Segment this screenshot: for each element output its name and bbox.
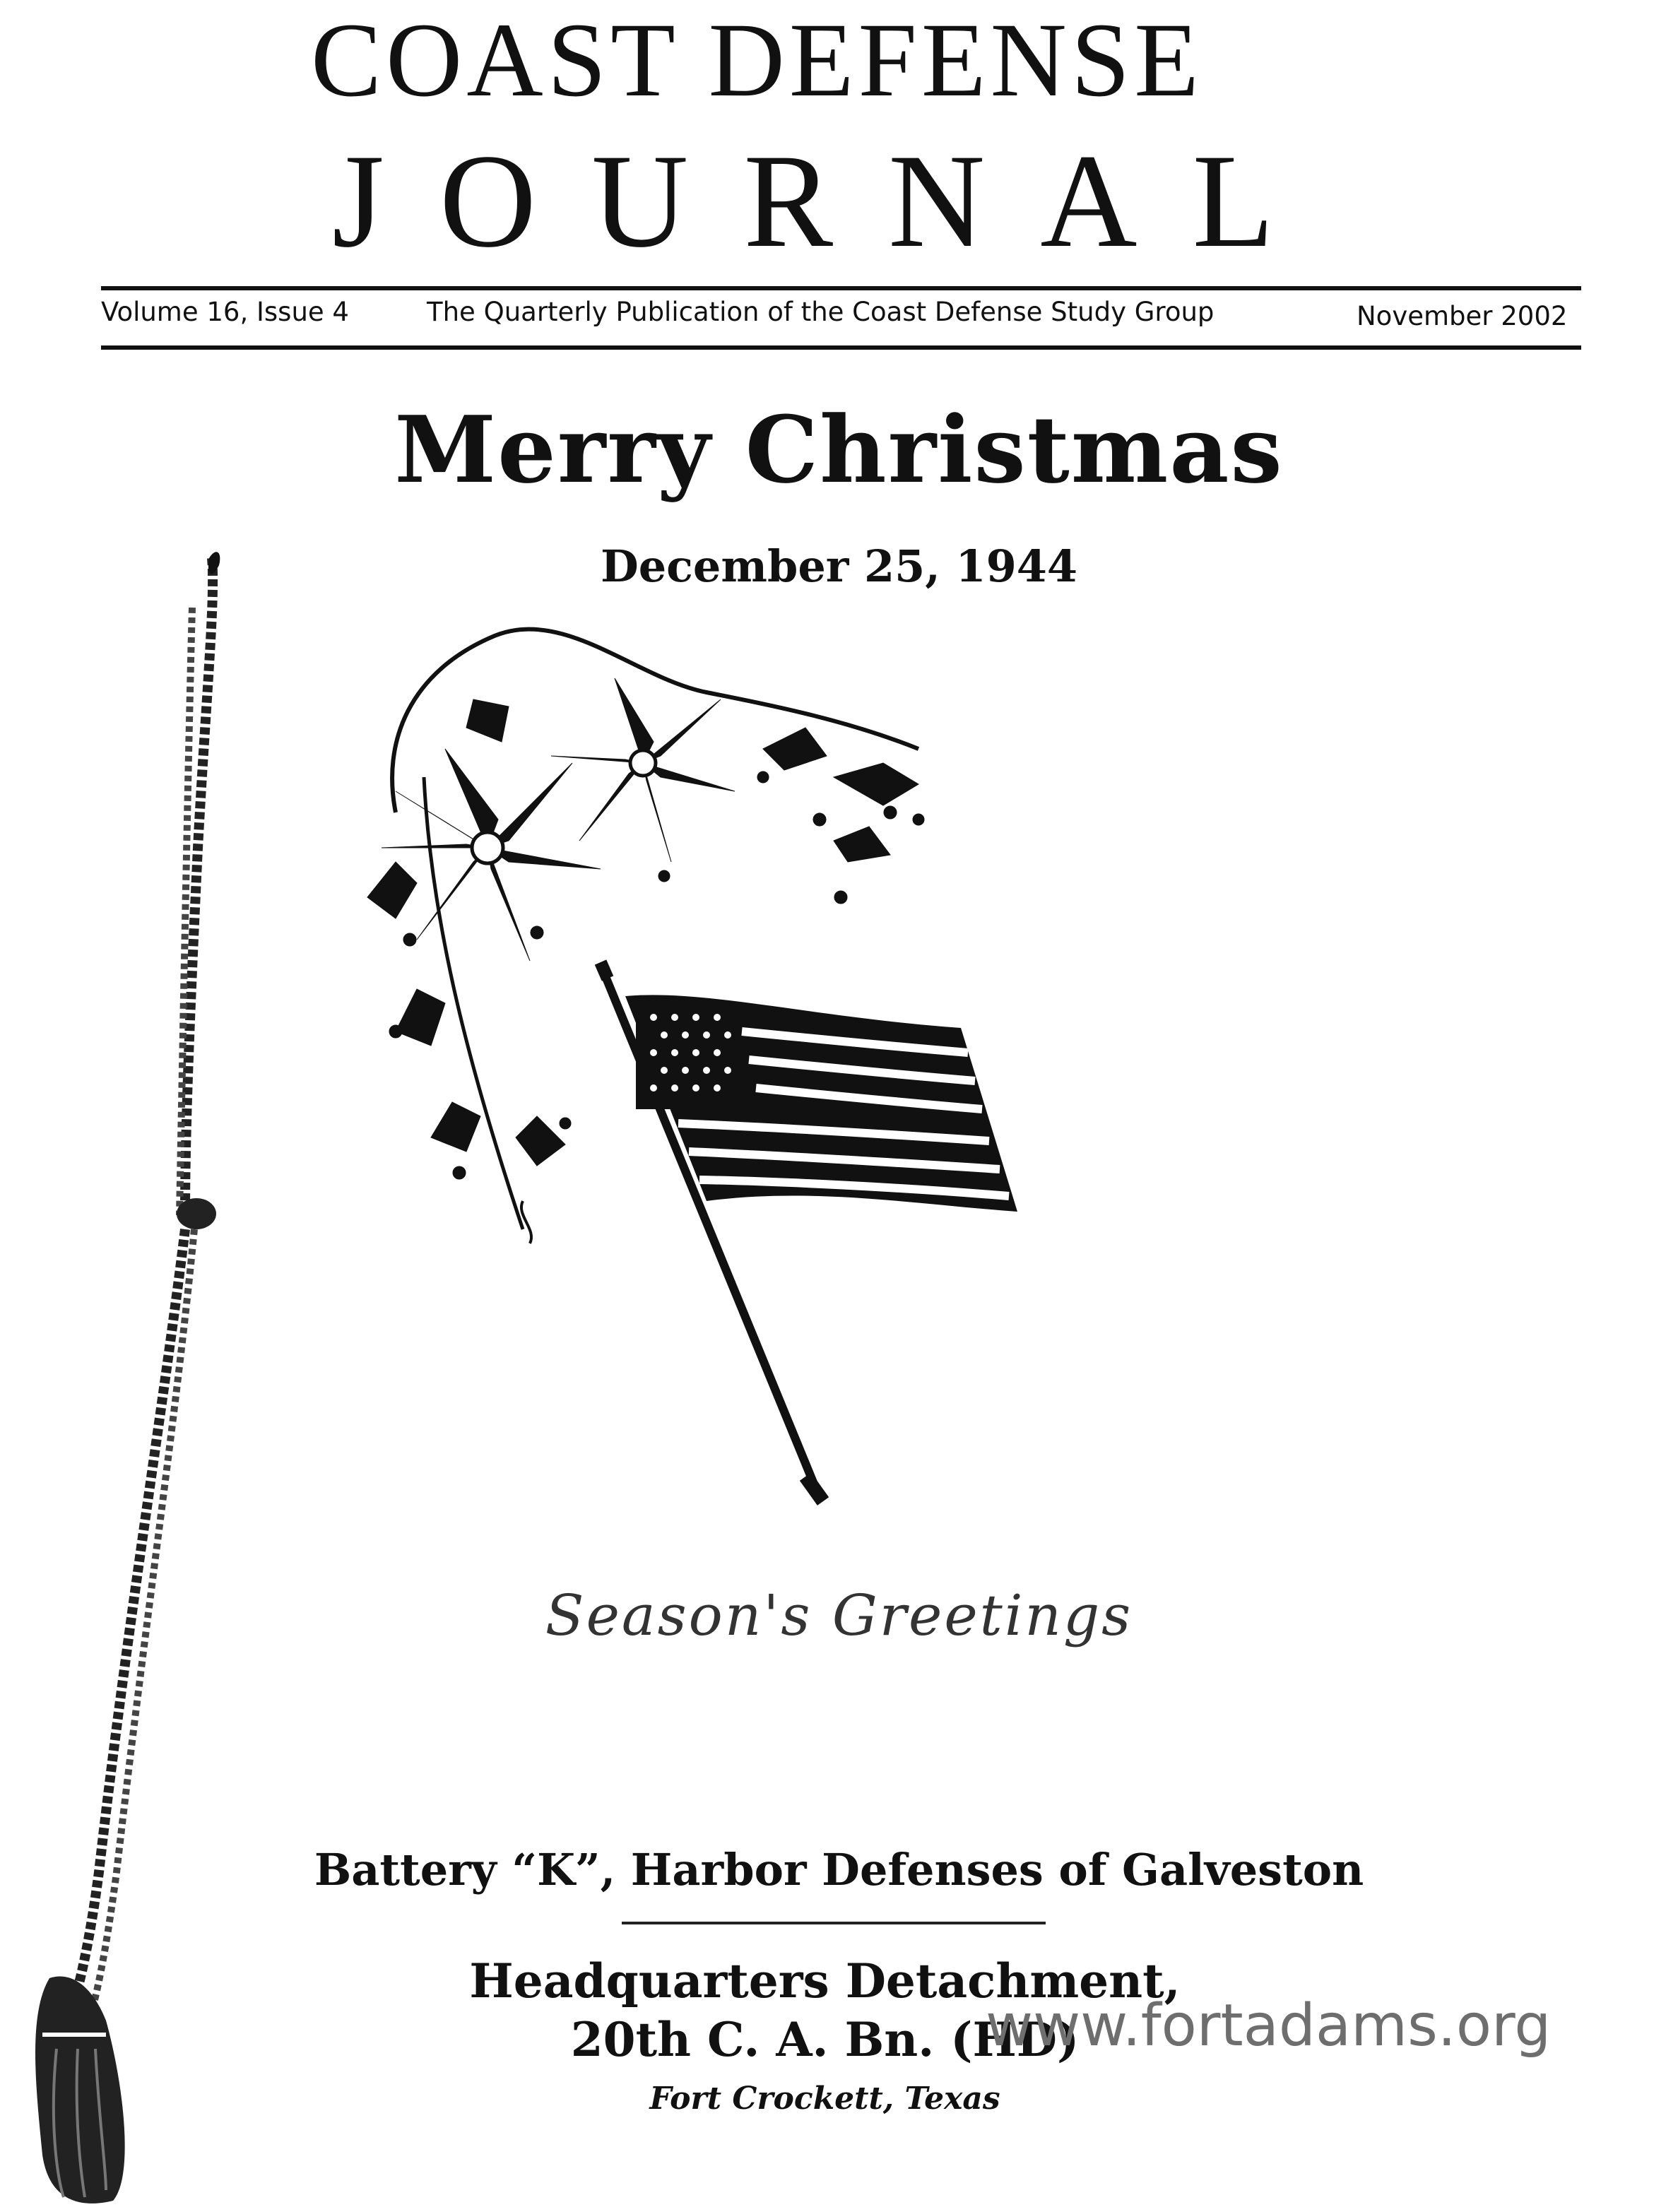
publication-tagline: The Quarterly Publication of the Coast Defense Study Group <box>427 297 1215 327</box>
masthead-title-line1: COAST DEFENSE <box>311 1 1203 119</box>
tasseled-cord-illustration <box>35 552 220 2204</box>
watermark-url: www.fortadams.org <box>986 1992 1552 2059</box>
american-flag-illustration <box>601 962 1017 1501</box>
card-date: December 25, 1944 <box>600 540 1078 592</box>
card-title: Merry Christmas <box>394 396 1284 504</box>
flag-field <box>625 995 1017 1212</box>
issue-date: November 2002 <box>1357 301 1568 331</box>
seasons-greetings: Season's Greetings <box>545 1583 1133 1648</box>
masthead-title-line2: JOURNAL <box>332 127 1330 276</box>
location-line: Fort Crockett, Texas <box>649 2081 1000 2117</box>
battery-line: Battery “K”, Harbor Defenses of Galveston <box>314 1844 1364 1895</box>
volume-issue: Volume 16, Issue 4 <box>101 297 349 327</box>
battalion-line: 20th C. A. Bn. (HD) <box>570 2012 1080 2067</box>
headquarters-line: Headquarters Detachment, <box>469 1953 1181 2009</box>
